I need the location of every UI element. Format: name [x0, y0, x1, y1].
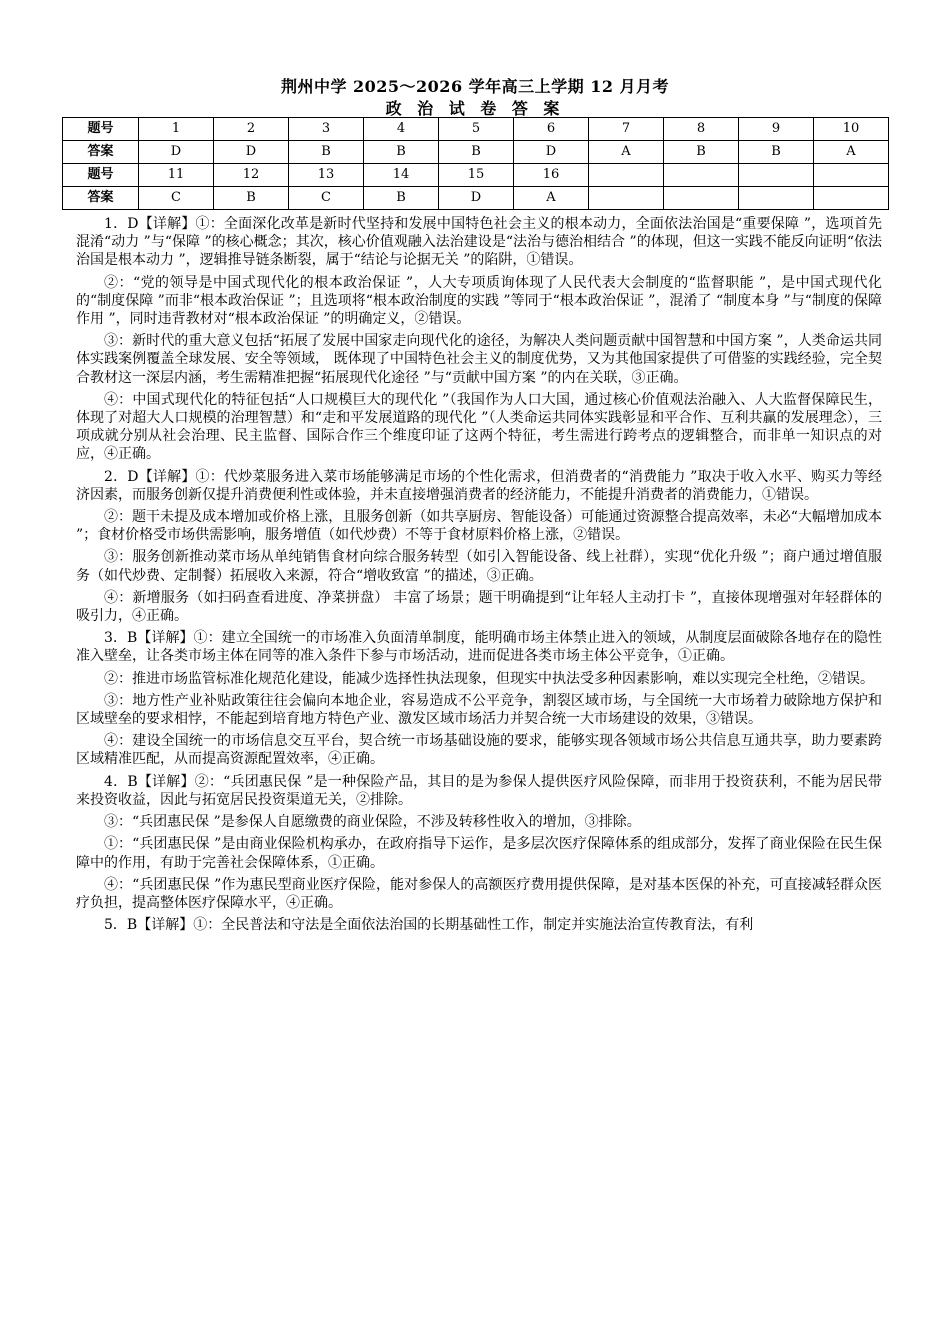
answer-table-row — [63, 141, 889, 164]
answer-table-cell: B — [214, 187, 289, 210]
explanation-paragraph: ④：“兵团惠民保 ”作为惠民型商业医疗保险，能对参保人的高额医疗费用提供保障，是对基本医保的补充，可直接减轻群众医疗负担，提高整体医疗保障水平，④正确。 — [76, 876, 882, 911]
explanation-paragraph: 4．B【详解】②：“兵团惠民保 ”是一种保险产品，其目的是为参保人提供医疗风险保障，而非用于投资获利，不能为居民带来投资收益，因此与拓宽居民投资渠道无关，②排除。 — [76, 773, 882, 808]
explanation-paragraph: 1．D【详解】①：全面深化改革是新时代坚持和发展中国特色社会主义的根本动力，全面依法治国是“重要保障 ”，选项首先混淆“动力 ”与“保障 ”的核心概念；其次，核心价值观融入法治建设是“法治与德治相结合 ”的体现，但这一实践不能反向证明“依法治国是根本动力 ”，逻辑推导链条断裂，属于“结论与论据无关 ”的陷阱，①错误。 — [76, 216, 882, 269]
explanation-paragraph: ④：新增服务（如扫码查看进度、净菜拼盘） 丰富了场景；题干明确提到“让年轻人主动打卡 ”，直接体现增强对年轻群体的吸引力，④正确。 — [76, 589, 882, 625]
answer-table-cell — [664, 187, 739, 210]
explanation-paragraph: 3．B【详解】①：建立全国统一的市场准入负面清单制度，能明确市场主体禁止进入的领域，从制度层面破除各地存在的隐性准入壁垒，让各类市场主体在同等的准入条件下参与市场活动，进而促进各类市场主体公平竞争，①正确。 — [76, 630, 882, 665]
answer-table-row-label: 题号 — [63, 164, 139, 187]
explanation-paragraph: ①：“兵团惠民保 ”是由商业保险机构承办，在政府指导下运作，是多层次医疗保障体系的组成部分，发挥了商业保险在民生保障中的作用，有助于完善社会保障体系，①正确。 — [76, 836, 882, 871]
answer-table-cell: A — [514, 187, 589, 210]
explanation-paragraph: 5．B【详解】①：全民普法和守法是全面依法治国的长期基础性工作，制定并实施法治宣传教育法，有利 — [104, 917, 754, 934]
answer-table-cell: 14 — [364, 164, 439, 187]
explanation-paragraph: ③：“兵团惠民保 ”是参保人自愿缴费的商业保险，不涉及转移性收入的增加，③排除。 — [104, 814, 641, 831]
answer-table-cell: B — [439, 141, 514, 164]
answer-table-cell — [664, 164, 739, 187]
answer-table-cell: B — [289, 141, 364, 164]
answer-table-cell: 12 — [214, 164, 289, 187]
answer-table — [62, 117, 889, 210]
explanation-paragraph: ②：“党的领导是中国式现代化的根本政治保证 ”，人大专项质询体现了人民代表大会制度的“监督职能 ”，是中国式现代化的“制度保障 ”而非“根本政治保证 ”；且选项将“根本政治制度的实践 ”等同于“根本政治保证 ”，混淆了 “制度本身 ”与“制度的保障作用 ”，同时违背教材对“根本政治保证 ”的明确定义，②错误。 — [76, 274, 882, 328]
answer-table-row — [63, 164, 889, 187]
answer-table-cell: 3 — [289, 118, 364, 141]
answer-table-cell: B — [739, 141, 814, 164]
answer-table-cell: 2 — [214, 118, 289, 141]
answer-table-cell: D — [139, 141, 214, 164]
answer-table-cell: 5 — [439, 118, 514, 141]
answer-table-cell — [739, 164, 814, 187]
answer-table-cell: 11 — [139, 164, 214, 187]
answer-table-cell: 4 — [364, 118, 439, 141]
explanation-paragraph: ③：新时代的重大意义包括“拓展了发展中国家走向现代化的途径，为解决人类问题贡献中国智慧和中国方案 ”，人类命运共同体实践案例覆盖全球发展、安全等领域， 既体现了中国特色社会主义的制度优势，又为其他国家提供了可借鉴的实践经验，完全契合教材这一深层内涵，考生需精准把握“拓展现代化途径 ”与“贡献中国方案 ”的内在关联，③正确。 — [76, 333, 882, 386]
answer-table-cell: 15 — [439, 164, 514, 187]
explanations-body — [76, 215, 882, 938]
answer-table-cell: 13 — [289, 164, 364, 187]
answer-table-cell — [589, 164, 664, 187]
answer-table-cell: 8 — [664, 118, 739, 141]
explanation-paragraph: 2．D【详解】①：代炒菜服务进入菜市场能够满足市场的个性化需求，但消费者的“消费能力 ”取决于收入水平、购买力等经济因素，而服务创新仅提升消费便利性或体验，并未直接增强消费者的经济能力，不能提升消费者的消费能力，①错误。 — [76, 468, 882, 503]
answer-table-cell: 10 — [814, 118, 889, 141]
answer-table-cell: 1 — [139, 118, 214, 141]
explanation-paragraph: ②：题干未提及成本增加或价格上涨，且服务创新（如共享厨房、智能设备）可能通过资源整合提高效率，未必“大幅增加成本 ”；食材价格受市场供需影响，服务增值（如代炒费）不等于食材原料价格上涨，②错误。 — [76, 509, 882, 544]
answer-table-cell: D — [214, 141, 289, 164]
answer-table-cell — [814, 187, 889, 210]
answer-table-cell — [739, 187, 814, 210]
explanation-paragraph: ②：推进市场监管标准化规范化建设，能减少选择性执法现象，但现实中执法受多种因素影响，难以实现完全杜绝，②错误。 — [104, 670, 874, 687]
document-title: 荆州中学 2025～2026 学年高三上学期 12 月月考 — [280, 77, 670, 96]
answer-table-cell: 9 — [739, 118, 814, 141]
explanation-paragraph: ③：服务创新推动菜市场从单纯销售食材向综合服务转型（如引入智能设备、线上社群），实现“优化升级 ”；商户通过增值服务（如代炒费、定制餐）拓展收入来源，符合“增收致富 ”的描述，③正确。 — [76, 549, 882, 584]
answer-table-row — [63, 118, 889, 141]
answer-table-cell — [589, 187, 664, 210]
answer-table-cell: B — [364, 187, 439, 210]
answer-table-cell: 16 — [514, 164, 589, 187]
answer-table-cell: D — [514, 141, 589, 164]
explanation-paragraph: ④：中国式现代化的特征包括“人口规模巨大的现代化 ”（我国作为人口大国，通过核心价值观法治融入、人大监督保障民生，体现了对超大人口规模的治理智慧）和“走和平发展道路的现代化 ”（人类命运共同体实践彰显和平合作、互利共赢的发展理念），三项成就分别从社会治理、民主监督、国际合作三个维度印证了这两个特征，考生需进行跨考点的逻辑整合，而非单一知识点的对应，④正确。 — [76, 391, 882, 463]
answer-table-cell: D — [439, 187, 514, 210]
explanation-paragraph: ④：建设全国统一的市场信息交互平台，契合统一市场基础设施的要求，能够实现各领域市场公共信息互通共享，助力要素跨区域精准匹配，从而提高资源配置效率，④正确。 — [76, 733, 882, 768]
answer-table-cell: B — [664, 141, 739, 164]
answer-table-row — [63, 187, 889, 210]
answer-table-cell: B — [364, 141, 439, 164]
answer-table-cell: C — [139, 187, 214, 210]
explanation-paragraph: ③：地方性产业补贴政策往往会偏向本地企业，容易造成不公平竞争，割裂区域市场，与全国统一大市场着力破除地方保护和区域壁垒的要求相悖，不能起到培育地方特色产业、激发区域市场活力并契合统一大市场建设的效果，③错误。 — [76, 692, 882, 728]
answer-table-row-label: 答案 — [63, 187, 139, 210]
document-subtitle: 政 治 试 卷 答 案 — [385, 99, 565, 118]
answer-table-cell: 6 — [514, 118, 589, 141]
answer-table-row-label: 答案 — [63, 141, 139, 164]
answer-table-row-label: 题号 — [63, 118, 139, 141]
answer-table-cell — [814, 164, 889, 187]
answer-table-cell: 7 — [589, 118, 664, 141]
answer-table-cell: A — [589, 141, 664, 164]
answer-table-cell: A — [814, 141, 889, 164]
answer-table-cell: C — [289, 187, 364, 210]
